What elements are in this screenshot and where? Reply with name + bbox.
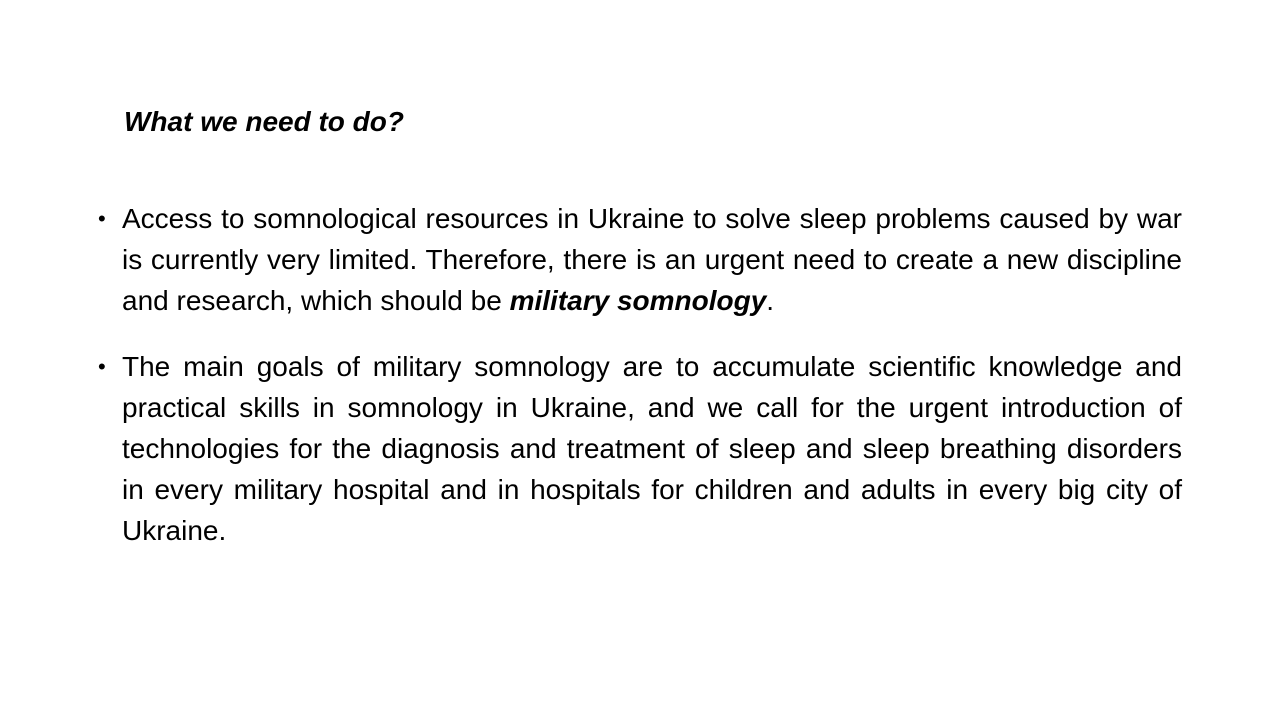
slide-heading: What we need to do?: [124, 106, 404, 137]
bullet-emphasis-military-somnology: military somnology: [509, 285, 767, 316]
bullet-text-part: Access to somnological resources in Ukraine to solve sleep problems caused by war is currently very limited. Therefore, there is an urgent need to create a new discipline and research, which should be: [122, 203, 1182, 316]
bullet-list: [98, 198, 1182, 551]
bullet-item-access: [98, 198, 1182, 321]
bullet-text: The main goals of military somnology are to accumulate scientific knowledge and practical skills in somnology in Ukraine, and we call for the urgent introduction of technologies for the diagnosis and treatment of sleep and sleep breathing disorders in every military hospital and in hospitals for children and adults in every big city of Ukraine.: [122, 351, 1182, 546]
bullet-text-end: .: [766, 285, 775, 316]
bullet-marker: •: [98, 354, 106, 379]
bullet-marker: •: [98, 206, 106, 231]
bullet-item-goals: [98, 346, 1182, 551]
